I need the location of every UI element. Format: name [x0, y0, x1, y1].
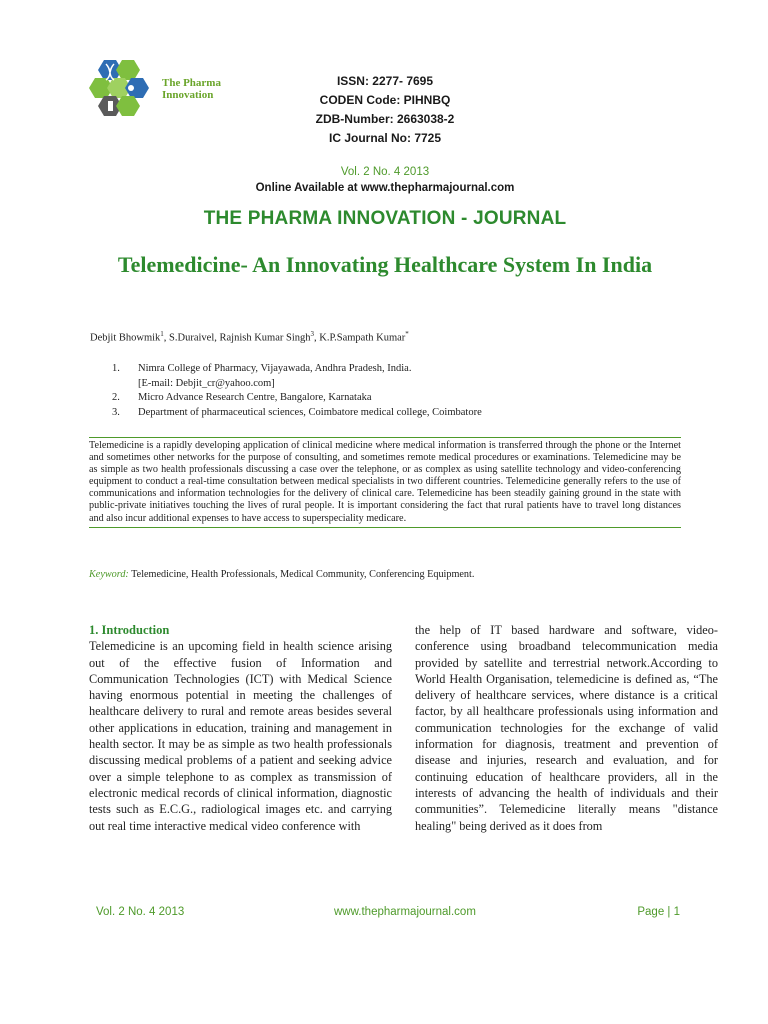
- abstract-section: [89, 437, 681, 528]
- journal-logo: [86, 56, 246, 120]
- abstract-text: Telemedicine is a rapidly developing application of clinical medicine where medical information is transferred through the phone or the Internet and sometimes other networks for the purpose of consulting, and sometimes remote medical procedures or examinations. Telemedicine may be as simple as two health professionals discussing a case over the telephone, or as complex as using satellite technology and video-conferencing equipment to conduct a real-time consultation between medical specialists in two different countries. Telemedicine generally refers to the use of communications and information technologies for the delivery of clinical care. Telemedicine has been steadily gaining ground in the state with public-private initiatives touching the lives of rural people. It is important considering the fact that rural patients have to travel long distances and also incur additional expenses to have access to superspeciality medicare.: [89, 440, 681, 524]
- affiliation-number: 3.: [112, 406, 120, 418]
- author-name: K.P.Sampath Kumar: [319, 332, 406, 344]
- keyword-list: Telemedicine, Health Professionals, Medical Community, Conferencing Equipment.: [128, 569, 475, 580]
- author-name: S.Duraivel: [169, 332, 215, 344]
- keyword-label: Keyword:: [89, 569, 129, 580]
- footer-page-number: Page | 1: [637, 906, 680, 918]
- body-column-left: [89, 622, 392, 834]
- journal-identifiers: [230, 72, 540, 148]
- affiliation-email[interactable]: [E-mail: Debjit_cr@yahoo.com]: [138, 377, 275, 389]
- body-column-right: [415, 622, 718, 834]
- author-affiliation-mark: *: [405, 330, 409, 338]
- zdb-number: ZDB-Number: 2663038-2: [315, 112, 455, 126]
- dna-hexagon-logo-icon: [86, 56, 164, 120]
- ic-journal-number: IC Journal No: 7725: [328, 131, 442, 145]
- footer-website-link[interactable]: www.thepharmajournal.com: [334, 906, 476, 918]
- volume-info: Vol. 2 No. 4 2013: [340, 166, 430, 178]
- affiliation-list: [112, 362, 692, 420]
- affiliation-item: [112, 377, 692, 392]
- footer-volume: Vol. 2 No. 4 2013: [96, 906, 185, 918]
- affiliation-item: [112, 391, 692, 406]
- logo-text-line2: Innovation: [162, 89, 214, 101]
- coden-code: CODEN Code: PIHNBQ: [319, 93, 451, 107]
- article-title: Telemedicine- An Innovating Healthcare System In India: [117, 252, 653, 277]
- section-heading-introduction: 1. Introduction: [89, 623, 170, 637]
- author-affiliation-mark: 3: [310, 330, 314, 338]
- affiliation-text: Department of pharmaceutical sciences, Coimbatore medical college, Coimbatore: [138, 406, 482, 418]
- keywords-line: [89, 569, 681, 581]
- affiliation-number: [112, 377, 138, 392]
- affiliation-text: Nimra College of Pharmacy, Vijayawada, Andhra Pradesh, India.: [138, 363, 412, 374]
- affiliation-number: 1.: [112, 363, 120, 374]
- journal-name: THE PHARMA INNOVATION - JOURNAL: [203, 208, 567, 229]
- issn: ISSN: 2277- 7695: [336, 74, 434, 88]
- introduction-paragraph-right: the help of IT based hardware and software, video-conference using broadband telecommunication media provided by satellite and terrestrial network.According to World Health Organisation, telemedicine is defined as, “The delivery of healthcare services, where distance is a critical factor, by all healthcare professionals using information and communication technologies for the exchange of valid information for diagnosis, treatment and prevention of disease and injuries, research and evaluation, and for continuing education of healthcare providers, all in the interests of advancing the health of individuals and their communities”. Telemedicine literally means "distance healing" being derived as it does from: [415, 623, 718, 833]
- logo-text-line1: The Pharma: [162, 77, 221, 89]
- affiliation-number: 2.: [112, 392, 120, 403]
- author-name: Debjit Bhowmik: [90, 332, 161, 344]
- affiliation-item: [112, 362, 692, 377]
- affiliation-text: Micro Advance Research Centre, Bangalore, Karnataka: [138, 392, 372, 403]
- author-name: Rajnish Kumar Singh: [219, 332, 311, 344]
- author-list: Debjit Bhowmik$^1$, S.Duraivel, Rajnish Kumar Singh$^3$, K.P.Sampath Kumar*: [90, 330, 409, 344]
- introduction-paragraph-left: Telemedicine is an upcoming field in health science arising out of the effective fusion of Information and Communication Technologies (ICT) with Medical Science having enormous potential in meeting the challenges of healthcare delivery to rural and remote areas besides several other applications in education, training and management in health sector. It may be as simple as two health professionals discussing medical problems of a patient and seeking advice over a simple telephone to as complex as transmission of electronic medical records of clinical information, diagnostic tests such as E.C.G., radiological images etc. and carrying out real time interactive medical video conference with: [89, 639, 392, 833]
- author-affiliation-mark: 1: [160, 330, 164, 338]
- online-availability: Online Available at www.thepharmajournal.com: [255, 182, 515, 194]
- logo-text: [162, 77, 221, 101]
- affiliation-item: [112, 406, 692, 421]
